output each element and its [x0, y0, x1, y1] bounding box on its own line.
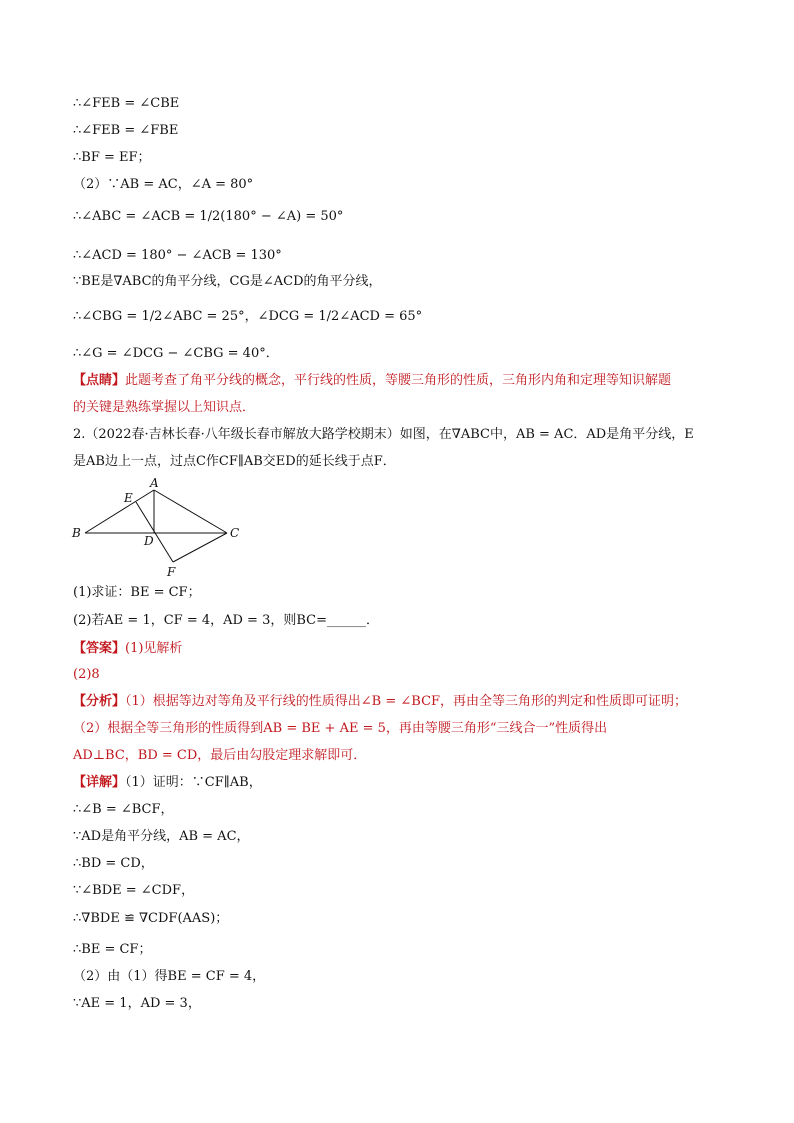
detail-tag: 【详解】	[73, 775, 126, 790]
analysis-text: （1）根据等边对等角及平行线的性质得出∠B = ∠BCF，再由全等三角形的判定和性质即可证明；	[125, 694, 688, 709]
tip-line-2: 的关键是熟练掌握以上知识点．	[73, 400, 256, 415]
text-line: ∴∠ABC = ∠ACB = 1/2(180° − ∠A) = 50°	[73, 209, 344, 224]
detail-line	[73, 774, 262, 792]
question-line: 2.（2022春·吉林长春·八年级长春市解放大路学校期末）如图，在∇ABC中，AB = AC．AD是角平分线，E	[73, 427, 694, 442]
proof-line: ∵AE = 1，AD = 3，	[73, 996, 201, 1011]
analysis-line-3: AD⊥BC，BD = CD，最后由勾股定理求解即可．	[73, 748, 367, 763]
proof-line: ∴∇BDE ≌ ∇CDF(AAS)；	[73, 911, 229, 926]
label-f: F	[167, 565, 176, 579]
text-line: ∴∠FEB = ∠FBE	[73, 123, 179, 138]
question-line-2: 是AB边上一点，过点C作CF∥AB交ED的延长线于点F．	[73, 454, 396, 469]
label-a: A	[150, 476, 159, 490]
analysis-tag: 【分析】	[73, 694, 126, 709]
text-line: ∵BE是∇ABC的角平分线，CG是∠ACD的角平分线，	[73, 274, 382, 289]
subquestion-1: (1)求证：BE = CF；	[73, 585, 201, 600]
text-line: ∴∠ACD = 180° − ∠ACB = 130°	[73, 248, 282, 263]
text-line: （2）∵AB = AC，∠A = 80°	[73, 177, 254, 192]
geometry-figure	[70, 474, 250, 584]
segment-ab	[85, 490, 154, 533]
tip-line	[73, 372, 671, 390]
text-line: ∴∠CBG = 1/2∠ABC = 25°，∠DCG = 1/2∠ACD = 65°	[73, 309, 423, 324]
proof-line: ∵AD是角平分线，AB = AC，	[73, 829, 250, 844]
label-e: E	[124, 491, 133, 505]
answer-tag: 【答案】	[73, 641, 126, 656]
proof-line: ∴BE = CF；	[73, 942, 152, 957]
segment-ac	[154, 490, 227, 533]
detail-text: （1）证明：∵CF∥AB，	[125, 775, 262, 790]
text-line: ∴∠FEB = ∠CBE	[73, 96, 180, 111]
label-d: D	[144, 534, 154, 548]
subquestion-2: (2)若AE = 1，CF = 4，AD = 3，则BC=______．	[73, 613, 379, 628]
proof-line: ∵∠BDE = ∠CDF，	[73, 883, 195, 898]
segment-cf	[173, 533, 227, 562]
proof-line: （2）由（1）得BE = CF = 4，	[73, 969, 266, 984]
analysis-line	[73, 693, 687, 711]
tip-text: 此题考查了角平分线的概念，平行线的性质，等腰三角形的性质，三角形内角和定理等知识解题	[125, 373, 672, 388]
label-c: C	[230, 526, 240, 540]
text-line: ∴∠G = ∠DCG − ∠CBG = 40°．	[73, 346, 279, 361]
proof-line: ∴∠B = ∠BCF，	[73, 802, 174, 817]
answer-text: (1)见解析	[125, 641, 183, 656]
tip-tag: 【点睛】	[73, 373, 126, 388]
answer-line-2: (2)8	[73, 667, 100, 682]
answer-line	[73, 640, 182, 658]
text-line: ∴BF = EF；	[73, 150, 151, 165]
label-b: B	[72, 526, 81, 540]
proof-line: ∴BD = CD，	[73, 856, 154, 871]
analysis-line-2: （2）根据全等三角形的性质得到AB = BE + AE = 5，再由等腰三角形“三线合一”性质得出	[73, 721, 608, 736]
